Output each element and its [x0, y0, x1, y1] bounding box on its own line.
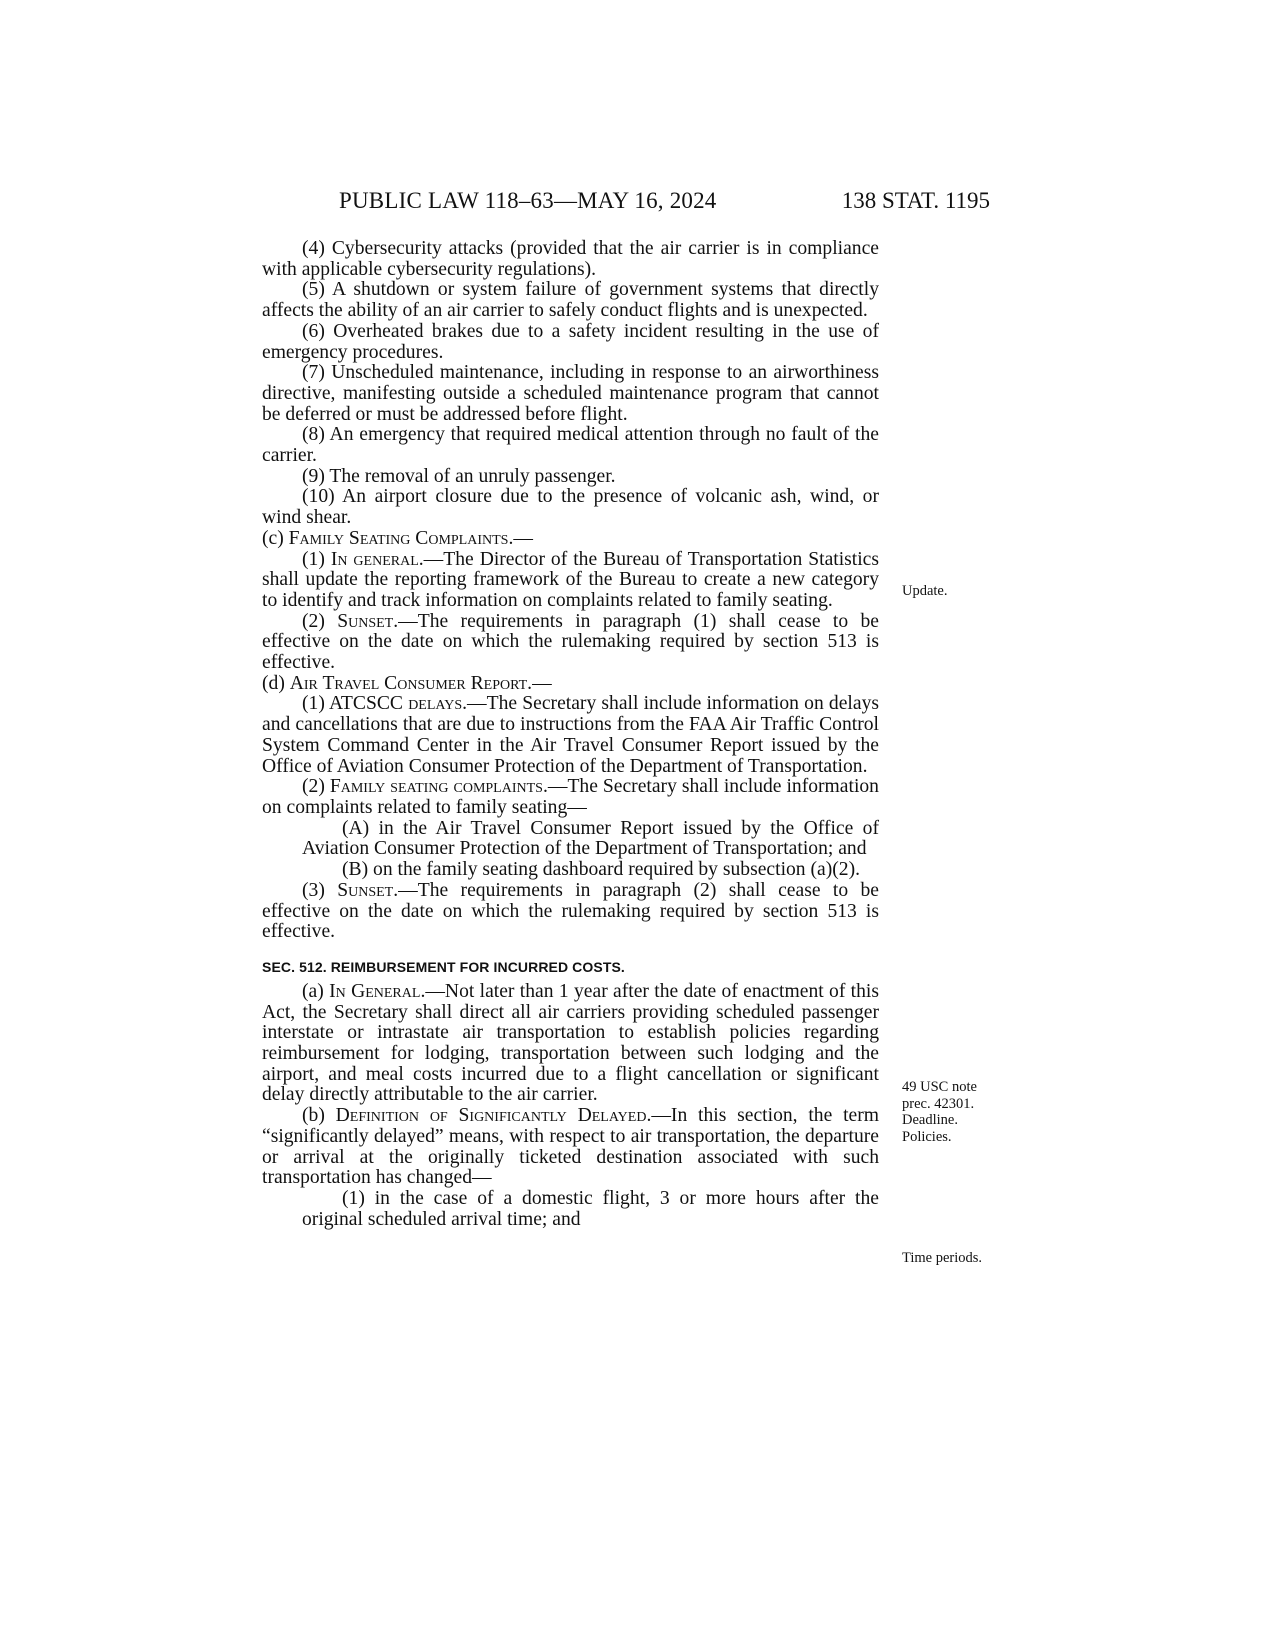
paragraph-d3-label: (3) [302, 879, 338, 901]
paragraph-d2 [262, 777, 879, 818]
paragraph-c2-text: .—The requirements in paragraph (1) shall cease to be effective on the date on which the rulemaking required by section 513 is effective. [262, 610, 879, 674]
paragraph-c2 [262, 612, 879, 674]
margin-note-update: Update. [902, 583, 948, 599]
paragraph-512-a-label: (a) [302, 980, 330, 1002]
paragraph-d1-title: delays [408, 693, 463, 715]
paragraph-d1-text: .—The Secretary shall include information on delays and cancellations that are due to instructions from the FAA Air Traffic Control System Command Center in the Air Travel Consumer Report issued by the Office of Aviation Consumer Protection of the Department of Transportation. [262, 693, 879, 777]
paragraph-d3-text: .—The requirements in paragraph (2) shall cease to be effective on the date on which the rulemaking required by section 513 is effective. [262, 879, 879, 943]
paragraph-c2-label: (2) [302, 610, 338, 632]
margin-note-usc-line2: prec. 42301. [902, 1095, 975, 1112]
subsection-c-title: Family Seating Complaints [288, 527, 509, 549]
paragraph-c1-text: .—The Director of the Bureau of Transportation Statistics shall update the reporting framework of the Bureau to create a new category to identify and track information on complaints related to family seating. [262, 548, 880, 611]
page-header-title: PUBLIC LAW 118–63—MAY 16, 2024 [339, 188, 717, 213]
paragraph-d2-b: (B) on the family seating dashboard required by subsection (a)(2). [342, 859, 860, 881]
margin-note-time-periods: Time periods. [902, 1250, 983, 1266]
subsection-d-label: (d) [262, 672, 290, 694]
margin-note-usc-line1: 49 USC note [902, 1079, 977, 1095]
paragraph-d1-label: (1) ATCSCC [302, 693, 409, 715]
paragraph-8: (8) An emergency that required medical attention through no fault of the carrier. [262, 424, 879, 467]
subsection-d-title: Air Travel Consumer Report [289, 672, 528, 694]
subsection-c-dash: .— [508, 527, 533, 549]
paragraph-6: (6) Overheated brakes due to a safety incident resulting in the use of emergency procedures. [262, 320, 879, 363]
paragraph-c1 [262, 550, 879, 612]
paragraph-512-b-label: (b) [302, 1105, 336, 1127]
paragraph-512-b-title: Definition of Significantly Delayed [335, 1105, 647, 1127]
paragraph-512-a [262, 982, 879, 1106]
subsection-d-heading [262, 674, 879, 695]
paragraph-10: (10) An airport closure due to the presence of volcanic ash, wind, or wind shear. [262, 486, 879, 529]
paragraph-9: (9) The removal of an unruly passenger. [302, 465, 616, 487]
paragraph-512-a-text: .—Not later than 1 year after the date of enactment of this Act, the Secretary shall direct all air carriers providing scheduled passenger interstate or intrastate air transportation to establish policies regarding reimbursement for lodging, transportation between such lodging and the airport, and meal costs incurred due to a flight cancellation or significant delay directly attributable to the air carrier. [262, 980, 879, 1106]
subsection-c-label: (c) [262, 527, 289, 549]
paragraph-d3 [262, 881, 879, 943]
paragraph-c1-title: In general [330, 548, 419, 570]
page-header-stat-number: 138 STAT. 1195 [841, 188, 990, 213]
paragraph-512-b-text: .—In this section, the term “significantly delayed” means, with respect to air transportation, the departure or arrival at the originally ticketed destination associated with such transportation has changed— [262, 1105, 880, 1189]
margin-note-deadline: Deadline. [902, 1112, 958, 1128]
margin-note-policies: Policies. [902, 1128, 952, 1145]
paragraph-512-a-title: In General [329, 980, 421, 1002]
paragraph-c2-title: Sunset [337, 610, 394, 632]
paragraph-512-b1: (1) in the case of a domestic flight, 3 or more hours after the original scheduled arrival time; and [302, 1187, 879, 1230]
paragraph-d2-label: (2) [302, 776, 330, 798]
paragraph-c1-label: (1) [302, 548, 331, 570]
paragraph-512-b [262, 1106, 879, 1189]
document-body [262, 239, 879, 1230]
paragraph-d2-a: (A) in the Air Travel Consumer Report issued by the Office of Aviation Consumer Protection of the Department of Transportation; and [302, 817, 879, 860]
paragraph-7: (7) Unscheduled maintenance, including in response to an airworthiness directive, manifesting outside a scheduled maintenance program that cannot be deferred or must be addressed before flight. [262, 362, 879, 425]
section-512-heading: SEC. 512. REIMBURSEMENT FOR INCURRED COSTS. [262, 958, 625, 975]
margin-note-citation [902, 1079, 977, 1145]
subsection-d-dash: .— [527, 672, 552, 694]
subsection-c-heading [262, 529, 879, 550]
paragraph-d1 [262, 694, 879, 777]
paragraph-4: (4) Cybersecurity attacks (provided that the air carrier is in compliance with applicable cybersecurity regulations). [262, 238, 879, 280]
paragraph-d3-title: Sunset [337, 879, 394, 901]
paragraph-d2-title: Family seating complaints [329, 776, 543, 798]
paragraph-d2-text: .—The Secretary shall include information on complaints related to family seating— [262, 776, 879, 818]
paragraph-5: (5) A shutdown or system failure of government systems that directly affects the ability of an air carrier to safely conduct flights and is unexpected. [262, 279, 879, 322]
